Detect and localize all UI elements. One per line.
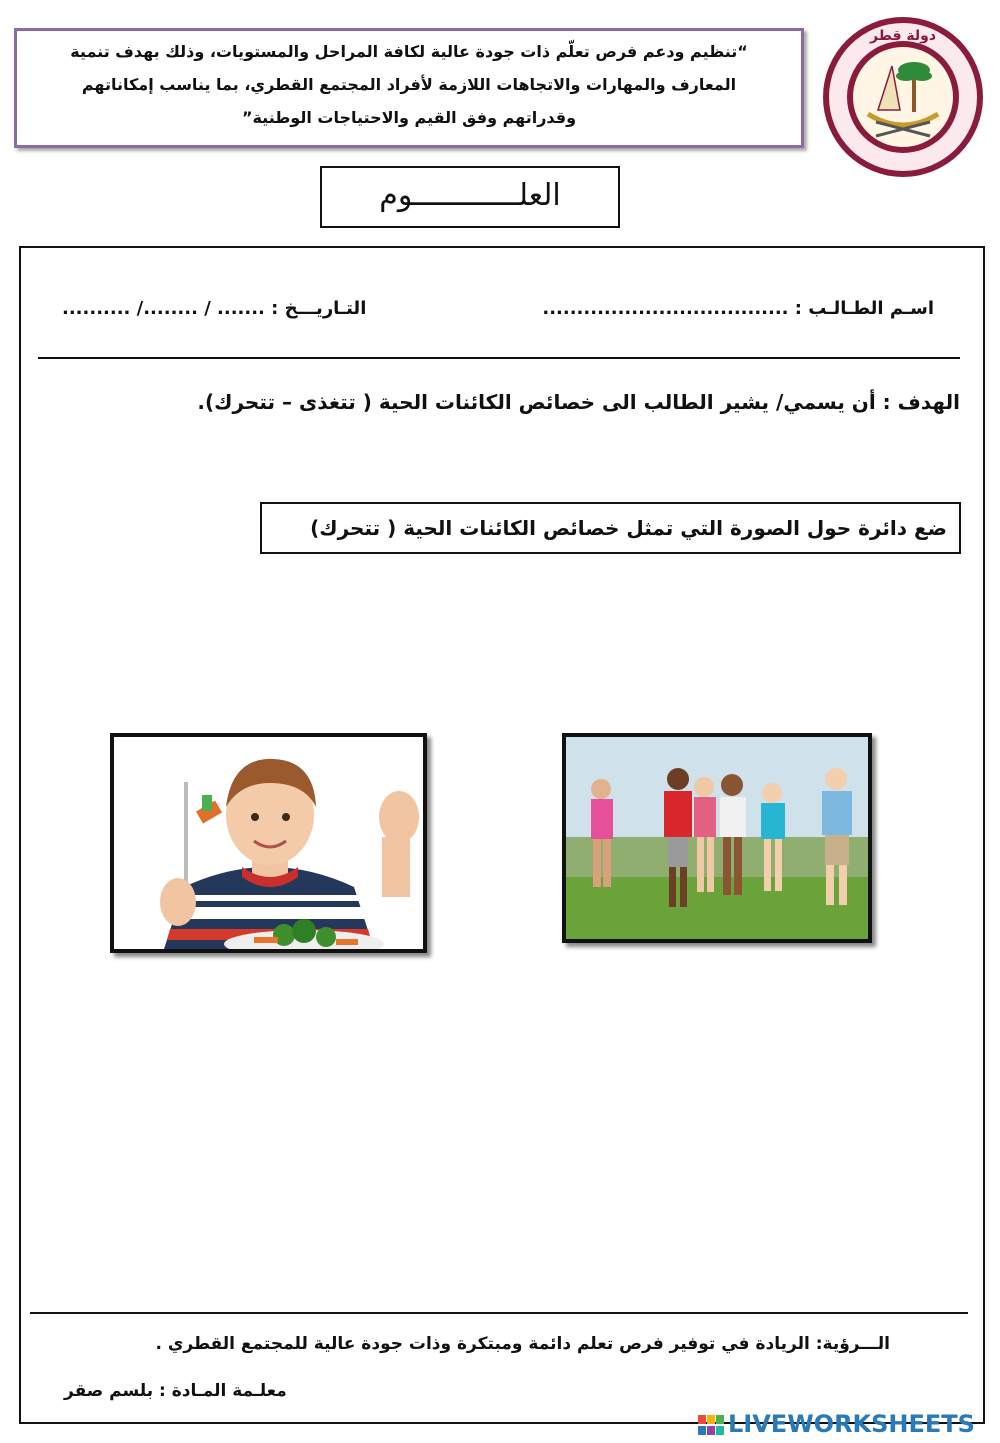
instruction-text: ضع دائرة حول الصورة التي تمثل خصائص الكائنات الحية ( تتحرك) — [310, 516, 947, 540]
image-children-running[interactable] — [562, 733, 872, 943]
watermark-text: LIVEWORKSHEETS — [728, 1410, 975, 1438]
divider-bottom — [30, 1312, 968, 1314]
mission-line-3: وقدراتهم وفق القيم والاحتياجات الوطنية” — [241, 108, 577, 127]
ministry-seal-logo — [820, 14, 986, 180]
seal-text: دولة قطر — [869, 28, 937, 44]
mission-line-1: “تنظيم ودعم فرص تعلّم ذات جودة عالية لكافة المراحل والمستويات، وذلك بهدف تنمية — [70, 42, 748, 61]
liveworksheets-logo-icon — [698, 1413, 726, 1437]
mission-line-2: المعارف والمهارات والاتجاهات اللازمة لأفراد المجتمع القطري، بما يناسب إمكاناتهم — [81, 75, 737, 94]
lesson-goal: الهدف : أن يسمي/ يشير الطالب الى خصائص الكائنات الحية ( تتغذى – تتحرك). — [197, 390, 960, 414]
mission-statement — [14, 28, 804, 148]
instruction-box — [260, 502, 961, 554]
student-name-field[interactable]: اسـم الطـالـب : .................................... — [542, 298, 934, 319]
image-boy-eating[interactable] — [110, 733, 427, 953]
date-field[interactable]: التـاريـــخ : ....... / ......../ .......... — [62, 298, 367, 319]
subject-title: العلــــــــــــوم — [320, 166, 620, 228]
divider-top — [38, 357, 960, 359]
vision-statement: الـــرؤية: الريادة في توفير فرص تعلم دائمة ومبتكرة وذات جودة عالية للمجتمع القطري . — [155, 1334, 890, 1354]
liveworksheets-watermark[interactable] — [698, 1410, 975, 1438]
teacher-name: معلـمة المـادة : بلسم صقر — [64, 1381, 287, 1401]
